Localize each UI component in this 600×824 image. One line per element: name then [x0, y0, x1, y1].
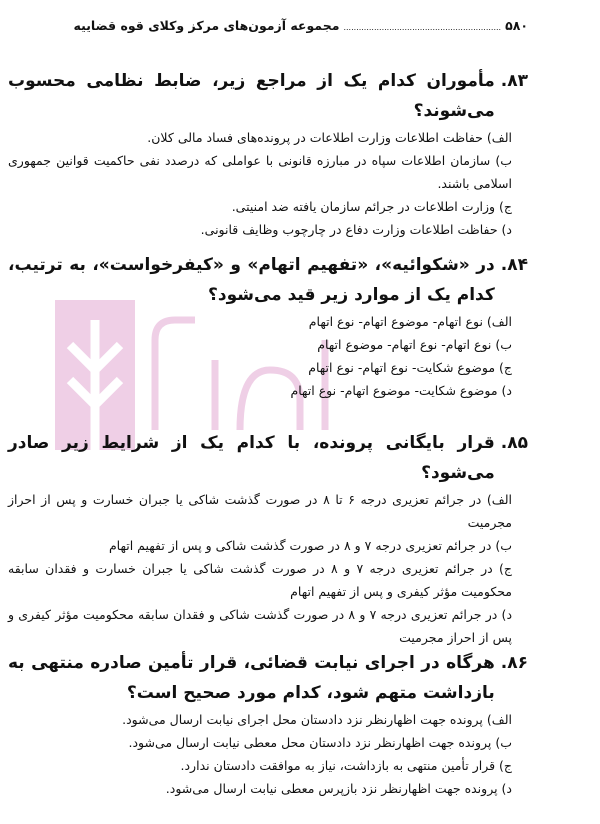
- page-number: ۵۸۰: [505, 18, 528, 33]
- option-a: الف) پرونده جهت اظهارنظر نزد دادستان محل اجرای نیابت ارسال می‌شود.: [122, 712, 512, 727]
- question-title: مأموران کدام یک از مراجع زیر، ضابط نظامی محسوب می‌شوند؟: [8, 71, 495, 121]
- option-a: الف) نوع اتهام- موضوع اتهام- نوع اتهام: [308, 314, 512, 329]
- option-d: د) حفاظت اطلاعات وزارت دفاع در چارچوب وظایف قانونی.: [200, 222, 512, 237]
- option-b: ب) پرونده جهت اظهارنظر نزد دادستان محل معطی نیابت ارسال می‌شود.: [128, 735, 512, 750]
- option-b: ب) در جرائم تعزیری درجه ۷ و ۸ در صورت گذشت شاکی و پس از تفهیم اتهام: [108, 538, 512, 553]
- question-title: در «شکوائیه»، «تفهیم اتهام» و «کیفرخواست»، به ترتیب، کدام یک از موارد زیر قید می‌شود؟: [8, 255, 495, 305]
- question-number: ۸۳.: [500, 71, 528, 91]
- question-title: هرگاه در اجرای نیابت قضائی، قرار تأمین صادره منتهی به بازداشت متهم شود، کدام مورد صحیح است؟: [8, 653, 495, 703]
- option-d: د) در جرائم تعزیری درجه ۷ و ۸ در صورت گذشت شاکی و فقدان سابقه محکومیت مؤثر کیفری و پس از احراز مجرمیت: [8, 607, 513, 645]
- option-a: الف) حفاظت اطلاعات وزارت اطلاعات در پرونده‌های فساد مالی کلان.: [147, 130, 512, 145]
- question-title: قرار بایگانی پرونده، با کدام یک از شرایط زیر صادر می‌شود؟: [8, 433, 495, 483]
- question-number: ۸۴.: [500, 255, 528, 275]
- option-c: ج) در جرائم تعزیری درجه ۷ و ۸ در صورت گذشت شاکی یا جبران خسارت و فقدان سابقه محکومیت مؤثر کیفری و پس از تفهیم اتهام: [8, 561, 512, 599]
- option-d: د) پرونده جهت اظهارنظر نزد بازپرس معطی نیابت ارسال می‌شود.: [165, 781, 512, 796]
- book-title: مجموعه آزمون‌های مرکز وکلای قوه قضاییه: [73, 18, 340, 33]
- question-86: [8, 648, 528, 800]
- option-a: الف) در جرائم تعزیری درجه ۶ تا ۸ در صورت گذشت شاکی یا جبران خسارت و پس از احراز مجرمیت: [8, 492, 513, 530]
- option-c: ج) قرار تأمین منتهی به بازداشت، نیاز به موافقت دادستان ندارد.: [180, 758, 512, 773]
- option-b: ب) نوع اتهام- نوع اتهام- موضوع اتهام: [317, 337, 512, 352]
- question-number: ۸۶.: [500, 653, 528, 673]
- question-85: [8, 428, 528, 649]
- option-c: ج) وزارت اطلاعات در جرائم سازمان یافته ضد امنیتی.: [231, 199, 512, 214]
- question-number: ۸۵.: [500, 433, 528, 453]
- page-header: [8, 18, 528, 33]
- question-84: [8, 250, 528, 402]
- option-b: ب) سازمان اطلاعات سپاه در مبارزه قانونی با عواملی که درصدد نفی حاکمیت قوانین جمهوری اسلامی باشند.: [8, 153, 512, 191]
- option-d: د) موضوع شکایت- موضوع اتهام- نوع اتهام: [290, 383, 512, 398]
- header-dots: ..............................................................: [343, 23, 502, 32]
- question-83: [8, 66, 528, 241]
- option-c: ج) موضوع شکایت- نوع اتهام- نوع اتهام: [308, 360, 512, 375]
